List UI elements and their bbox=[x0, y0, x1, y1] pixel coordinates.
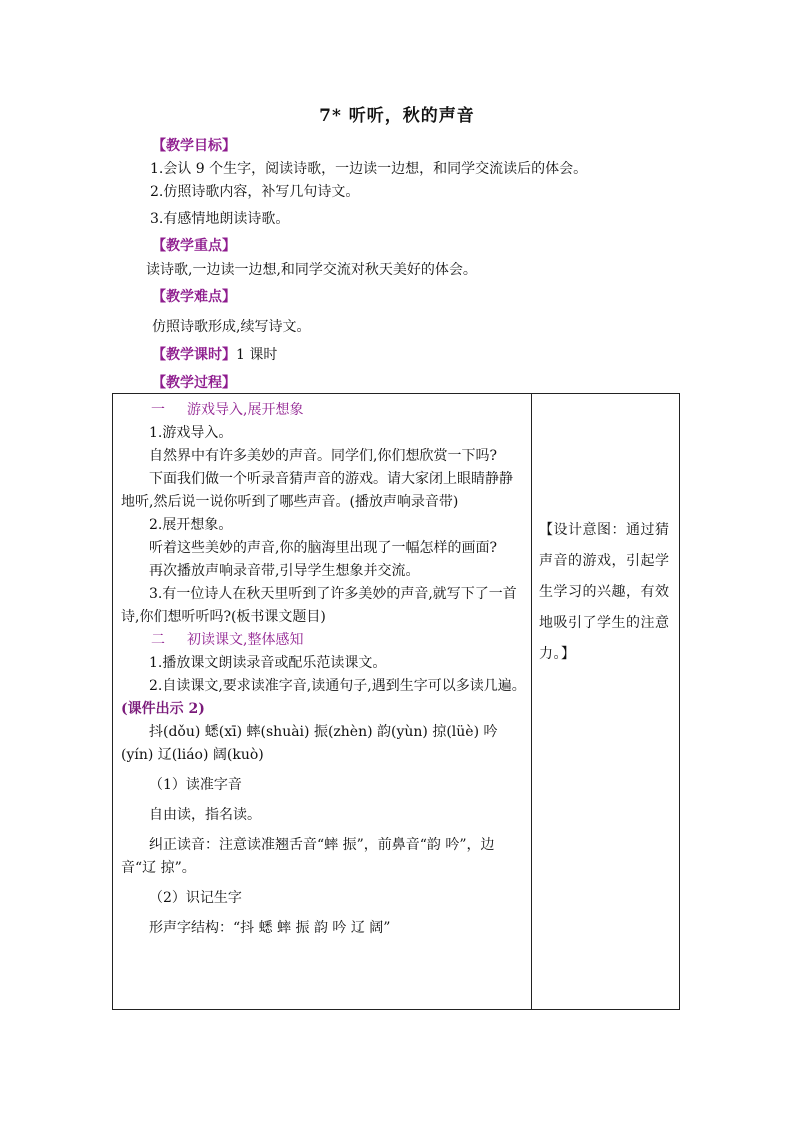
goals-heading: 【教学目标】 bbox=[152, 138, 236, 154]
section-1-heading bbox=[121, 399, 526, 422]
difficulty-text: 仿照诗歌形成,续写诗文。 bbox=[152, 319, 311, 335]
section-2-p1: 1.播放课文朗读录音或配乐范读课文。 bbox=[149, 655, 387, 671]
sub-step-3: 纠正读音：注意读准翘舌音“蟀 振”，前鼻音“韵 吟”，边音“辽 掠”。 bbox=[121, 837, 495, 876]
section-1-p4: 2.展开想象。 bbox=[149, 517, 233, 533]
key-point-heading: 【教学重点】 bbox=[152, 238, 236, 254]
section-1-number: 一 bbox=[151, 402, 165, 418]
page-title: 7* 听听，秋的声音 bbox=[319, 106, 475, 126]
section-1-title: 游戏导入,展开想象 bbox=[187, 402, 304, 418]
pinyin-list: 抖(dǒu) 蟋(xī) 蟀(shuài) 振(zhèn) 韵(yùn) 掠(lüè) 吟(yín) 辽(liáo) 阔(kuò) bbox=[121, 724, 498, 763]
section-2-number: 二 bbox=[151, 632, 165, 648]
process-content bbox=[121, 399, 526, 940]
key-point-text: 读诗歌,一边读一边想,和同学交流对秋天美好的体会。 bbox=[146, 262, 477, 278]
goal-item-3: 3.有感情地朗读诗歌。 bbox=[150, 211, 290, 227]
hours-label: 【教学课时】 bbox=[152, 347, 236, 363]
section-2-title: 初读课文,整体感知 bbox=[187, 632, 304, 648]
difficulty-heading: 【教学难点】 bbox=[152, 289, 236, 305]
section-1-p1: 1.游戏导入。 bbox=[149, 425, 233, 441]
section-1-p7: 3.有一位诗人在秋天里听到了许多美妙的声音,就写下了一首诗,你们想听听吗?(板书课文题目) bbox=[121, 586, 517, 625]
section-1-p2: 自然界中有许多美妙的声音。同学们,你们想欣赏一下吗? bbox=[149, 448, 497, 464]
section-1-p6: 再次播放声响录音带,引导学生想象并交流。 bbox=[149, 563, 420, 579]
courseware-note: (课件出示 2) bbox=[121, 701, 205, 717]
sub-step-2: 自由读，指名读。 bbox=[149, 807, 261, 823]
section-1-p5: 听着这些美妙的声音,你的脑海里出现了一幅怎样的画面? bbox=[149, 540, 497, 556]
goal-item-1: 1.会认 9 个生字，阅读诗歌，一边读一边想，和同学交流读后的体会。 bbox=[150, 161, 588, 177]
section-2-heading bbox=[121, 629, 526, 652]
sub-step-1: （1）读准字音 bbox=[149, 777, 242, 793]
process-heading: 【教学过程】 bbox=[152, 375, 236, 391]
hours-value: 1 课时 bbox=[236, 347, 278, 363]
sub-step-4: （2）识记生字 bbox=[149, 890, 242, 906]
goal-item-2: 2.仿照诗歌内容，补写几句诗文。 bbox=[150, 184, 360, 200]
section-2-p2-text: 2.自读课文,要求读准字音,读通句子,遇到生字可以多读几遍。 bbox=[149, 678, 526, 694]
design-note: 【设计意图：通过猜声音的游戏，引起学生学习的兴趣，有效地吸引了学生的注意力。】 bbox=[539, 522, 670, 662]
hours-heading bbox=[152, 344, 277, 364]
process-table bbox=[112, 393, 680, 1010]
column-divider bbox=[531, 394, 532, 1009]
sub-step-5: 形声字结构：“抖 蟋 蟀 振 韵 吟 辽 阔” bbox=[149, 920, 391, 936]
section-2-p2 bbox=[121, 675, 526, 721]
section-1-p3: 下面我们做一个听录音猜声音的游戏。请大家闭上眼睛静静地听,然后说一说你听到了哪些声音。(播放声响录音带) bbox=[121, 471, 513, 510]
